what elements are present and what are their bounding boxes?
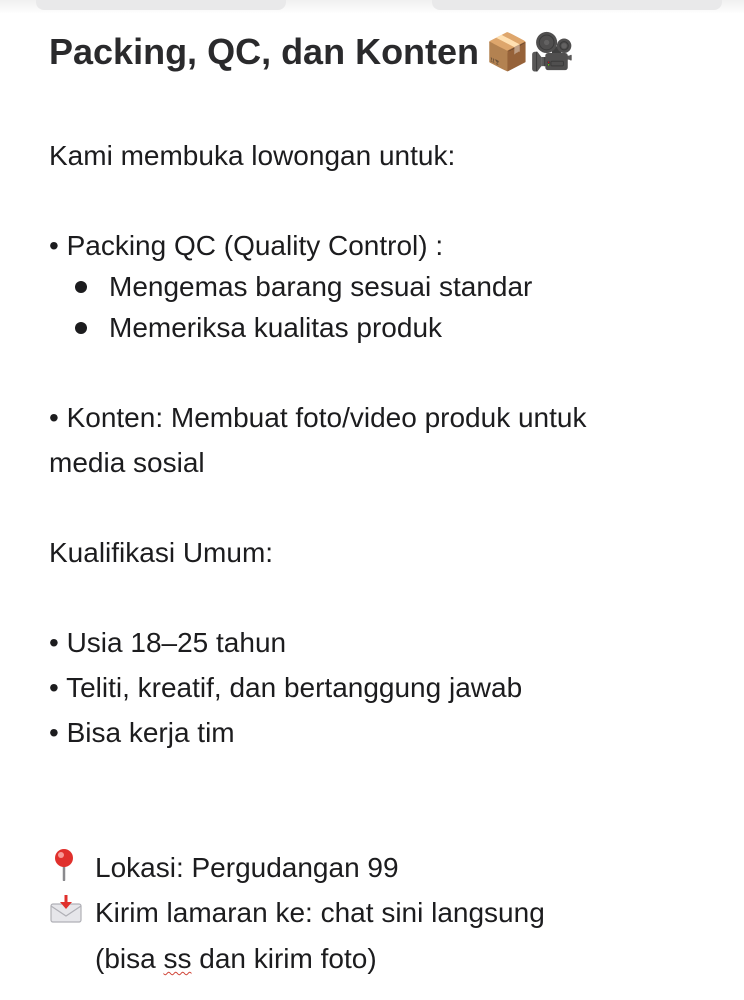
qualification-item: • Bisa kerja tim <box>49 717 235 748</box>
location-line: Lokasi: Pergudangan 99 <box>49 847 399 892</box>
inbox-tray-icon <box>49 894 81 935</box>
apply-note: (bisa ss dan kirim foto) <box>95 943 377 974</box>
spellcheck-word: ss <box>163 943 192 974</box>
bullet-dot <box>75 322 87 334</box>
position-konten-line1: • Konten: Membuat foto/video produk untuk <box>49 402 587 433</box>
top-edge-right <box>432 0 722 10</box>
title-text: Packing, QC, dan Konten <box>49 31 480 72</box>
top-edge-left <box>36 0 286 10</box>
qualification-item: • Teliti, kreatif, dan bertanggung jawab <box>49 672 523 703</box>
page-title <box>49 28 575 77</box>
qualifications-heading: Kualifikasi Umum: <box>49 537 274 568</box>
qualification-item: • Usia 18–25 tahun <box>49 627 287 658</box>
position-konten-line2: media sosial <box>49 447 205 478</box>
pin-icon <box>49 847 81 892</box>
intro-text: Kami membuka lowongan untuk: <box>49 140 456 171</box>
packing-detail-1: Mengemas barang sesuai standar <box>75 267 532 307</box>
packing-detail-2: Memeriksa kualitas produk <box>75 308 442 348</box>
top-edge <box>0 0 744 14</box>
title-emojis: 📦🎥 <box>485 32 575 73</box>
position-packing-label: • Packing QC (Quality Control) : <box>49 230 444 261</box>
apply-line: Kirim lamaran ke: chat sini langsung <box>49 893 545 935</box>
bullet-dot <box>75 281 87 293</box>
